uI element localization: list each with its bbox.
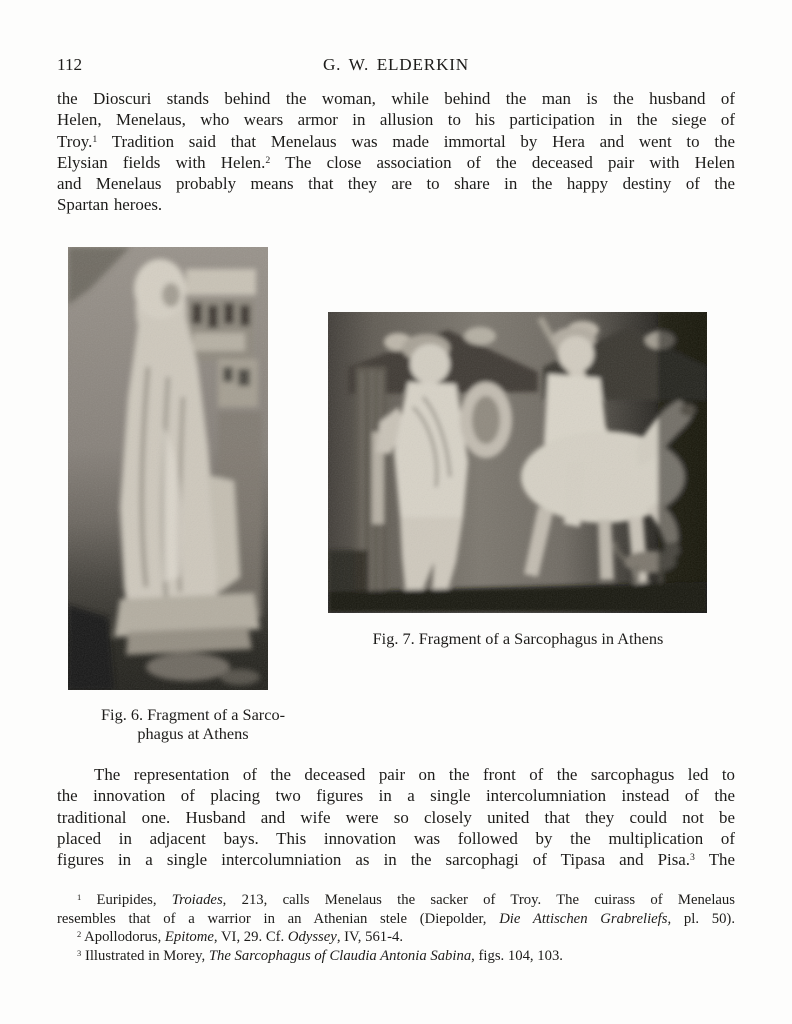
footnotes [57, 891, 735, 965]
figure-7-photo-image [328, 312, 707, 613]
figure-6-photo [68, 247, 268, 690]
paragraph-1: the Dioscuri stands behind the woman, while behind the man is the husband of Helen, Menelaus, who wears armor in allusion to his participation in the siege of Troy.$^1$ Tradition said that Menelaus was made immortal by Hera and went to the Elysian fields with Helen.$^2$ The close association of the deceased pair with Helen and Menelaus probably means that they are to share in the happy destiny of the Spartan heroes. [57, 89, 735, 215]
figure-7-caption: Fig. 7. Fragment of a Sarcophagus in Athens [372, 629, 664, 648]
figure-7-photo [328, 312, 707, 613]
page-header [57, 55, 735, 77]
figure-6-caption-line1: Fig. 6. Fragment of a Sarco- [100, 705, 286, 724]
running-head: G. W. ELDERKIN [322, 55, 470, 74]
photo-grain [328, 312, 707, 613]
footnote-2: $^2$ Apollodorus, Epitome, VI, 29. Cf. Odyssey, IV, 561-4. [77, 928, 404, 945]
paragraph-2: The representation of the deceased pair on the front of the sarcophagus led to the innovation of placing two figures in a single intercolumniation instead of the traditional one. Husband and wife were so closely united that they could not be placed in adjacent bays. This innovation was followed by the multiplication of figures in a single intercolumniation as in the sarcophagi of Tipasa and Pisa.$^3$ The [57, 765, 735, 870]
footnote-3: $^3$ Illustrated in Morey, The Sarcophagus of Claudia Antonia Sabina, figs. 104, 103. [77, 947, 563, 964]
figure-6-photo-image [68, 247, 268, 690]
figure-6-caption-line2: phagus at Athens [137, 724, 249, 743]
footnote-1: $^1$ Euripides, Troiades, 213, calls Menelaus the sacker of Troy. The cuirass of Menelaus resembles that of a warrior in an Athenian stele (Diepolder, Die Attischen Grabreliefs, pl. 50). [57, 891, 735, 927]
page-number: 112 [57, 55, 83, 74]
figure-6-caption [70, 705, 316, 743]
photo-grain [68, 247, 268, 690]
